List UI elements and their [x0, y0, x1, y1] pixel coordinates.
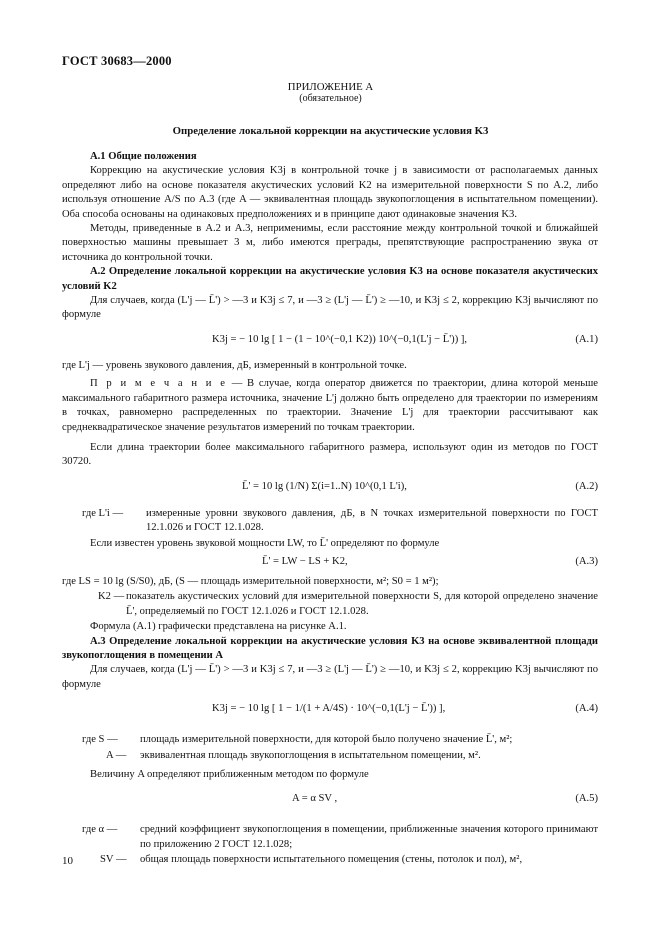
section-a2-heading: А.2 Определение локальной коррекции на акустические условия K3 на основе показателя акустических условий K2: [62, 266, 598, 292]
formula-a5: [62, 782, 598, 818]
definition-a-text: эквивалентная площадь звукопоглощения в испытательном помещении, м².: [140, 749, 481, 761]
section-a1-heading: А.1 Общие положения: [90, 151, 197, 162]
definition-alpha-label: где α —: [82, 824, 118, 836]
definition-sv: [62, 853, 598, 867]
section-a2-paragraph-3: Если известен уровень звуковой мощности LW, то L̄' определяют по формуле: [90, 537, 440, 549]
definition-a-label: A —: [106, 749, 127, 761]
main-title: Определение локальной коррекции на акустические условия K3: [172, 125, 489, 137]
appendix-status: (обязательное): [299, 93, 362, 104]
note: [62, 377, 598, 435]
formula-a1-expression: K3j = − 10 lg [ 1 − (1 − 10^(−0,1 K2)) 10^(−0,1(L'j − L̄')) ],: [212, 333, 468, 345]
formula-a4: [62, 692, 598, 728]
section-a1-paragraph-1: Коррекцию на акустические условия K3j в контрольной точке j в зависимости от располагаемых данных определяют либо на основе показателя акустических условий K2 на измерительной поверхности S по А.2, либо используя отношение A/S по А.3 (где A — эквивалентная площадь звукопоглощения в испытательном помещении). Оба способа основаны на одинаковых предположениях и в принципе дают одинаковые значения K3.: [62, 165, 598, 220]
note-text: — В случае, когда оператор движется по траектории, длина которой меньше максимального габаритного размера источника, значение L'j должно быть определено для траектории по измерениям в точках, равномерно распределенных по траектории. Значение L'j для траектории рассчитывают как среднеквадратическое значение результатов измерений по точкам траектории.: [62, 378, 598, 433]
formula-a2: [62, 470, 598, 506]
definition-alpha: [62, 823, 598, 852]
document-code: ГОСТ 30683—2000: [62, 54, 172, 68]
section-a2-paragraph-1: Для случаев, когда (L'j — L̄') > —3 и K3j ≤ 7, и —3 ≥ (L'j — L̄') ≥ —10, и K3j ≤ 2, коррекцию K3j вычисляют по формуле: [62, 295, 598, 321]
note-label: П р и м е ч а н и е: [90, 378, 227, 390]
formula-a3: [62, 551, 598, 575]
definition-li-label: где L'i —: [82, 507, 124, 519]
formula-a5-number: (А.5): [575, 793, 598, 805]
section-a3-paragraph-1: Для случаев, когда (L'j — L̄') > —3 и K3j ≤ 7, и —3 ≥ (L'j — L̄') ≥ —10, и K3j ≤ 2, коррекцию K3j вычисляют по формуле: [62, 664, 598, 690]
definition-a: [62, 749, 598, 763]
definition-sv-text: общая площадь поверхности испытательного помещения (стены, потолок и пол), м²,: [140, 854, 523, 866]
formula-a2-number: (А.2): [575, 480, 598, 492]
formula-a4-number: (А.4): [575, 703, 598, 715]
formula-a2-expression: L̄' = 10 lg (1/N) Σ(i=1..N) 10^(0,1 L'i),: [242, 480, 407, 492]
definition-s: [62, 733, 598, 747]
definition-ls: где LS = 10 lg (S/S0), дБ, (S — площадь измерительной поверхности, м²; S0 = 1 м²);: [62, 575, 439, 587]
formula-a1-number: (А.1): [575, 333, 598, 345]
page-number: 10: [62, 855, 73, 867]
definition-k2: [62, 590, 598, 619]
formula-a3-expression: L̄' = LW − LS + K2,: [262, 555, 348, 567]
section-a3-heading: А.3 Определение локальной коррекции на акустические условия K3 на основе эквивалентной площади звукопоглощения в помещении A: [62, 635, 598, 661]
formula-a5-expression: A = α SV ,: [292, 793, 338, 805]
section-a2-paragraph-4: Формула (А.1) графически представлена на рисунке А.1.: [90, 621, 347, 633]
formula-a1-where: где L'j — уровень звукового давления, дБ, измеренный в контрольной точке.: [62, 359, 407, 371]
section-a3-paragraph-2: Величину A определяют приближенным методом по формуле: [90, 769, 369, 780]
definition-sv-label: SV —: [100, 854, 127, 866]
formula-a1: [62, 323, 598, 359]
definition-k2-text: показатель акустических условий для измерительной поверхности S, для которой определено значение L̄', определяемый по ГОСТ 12.1.026 и ГОСТ 12.1.028.: [126, 591, 598, 617]
definition-alpha-text: средний коэффициент звукопоглощения в помещении, приближенные значения которого принимают по приложению 2 ГОСТ 12.1.028;: [140, 824, 598, 850]
definition-k2-label: K2 —: [98, 591, 125, 603]
definition-s-label: где S —: [82, 734, 118, 746]
definition-s-text: площадь измерительной поверхности, для которой было получено значение L̄', м²;: [140, 734, 513, 746]
definition-li-text: измеренные уровни звукового давления, дБ, в N точках измерительной поверхности по ГОСТ 12.1.026 и ГОСТ 12.1.028.: [146, 507, 598, 534]
document-body: [62, 150, 598, 869]
appendix-title: ПРИЛОЖЕНИЕ А: [287, 81, 374, 93]
definition-li: [62, 507, 598, 536]
formula-a4-expression: K3j = − 10 lg [ 1 − 1/(1 + A/4S) · 10^(−0,1(L'j − L̄')) ],: [212, 703, 446, 715]
section-a2-paragraph-2: Если длина траектории более максимального габаритного размера, используют один из методов по ГОСТ 30720.: [62, 441, 598, 468]
section-a1-paragraph-2: Методы, приведенные в А.2 и А.3, неприменимы, если расстояние между контрольной точкой и ближайшей поверхностью машины превышает 3 м, либо имеются преграды, препятствующие распространению звука от источника до контрольной точки.: [62, 223, 598, 263]
formula-a3-number: (А.3): [575, 555, 598, 567]
